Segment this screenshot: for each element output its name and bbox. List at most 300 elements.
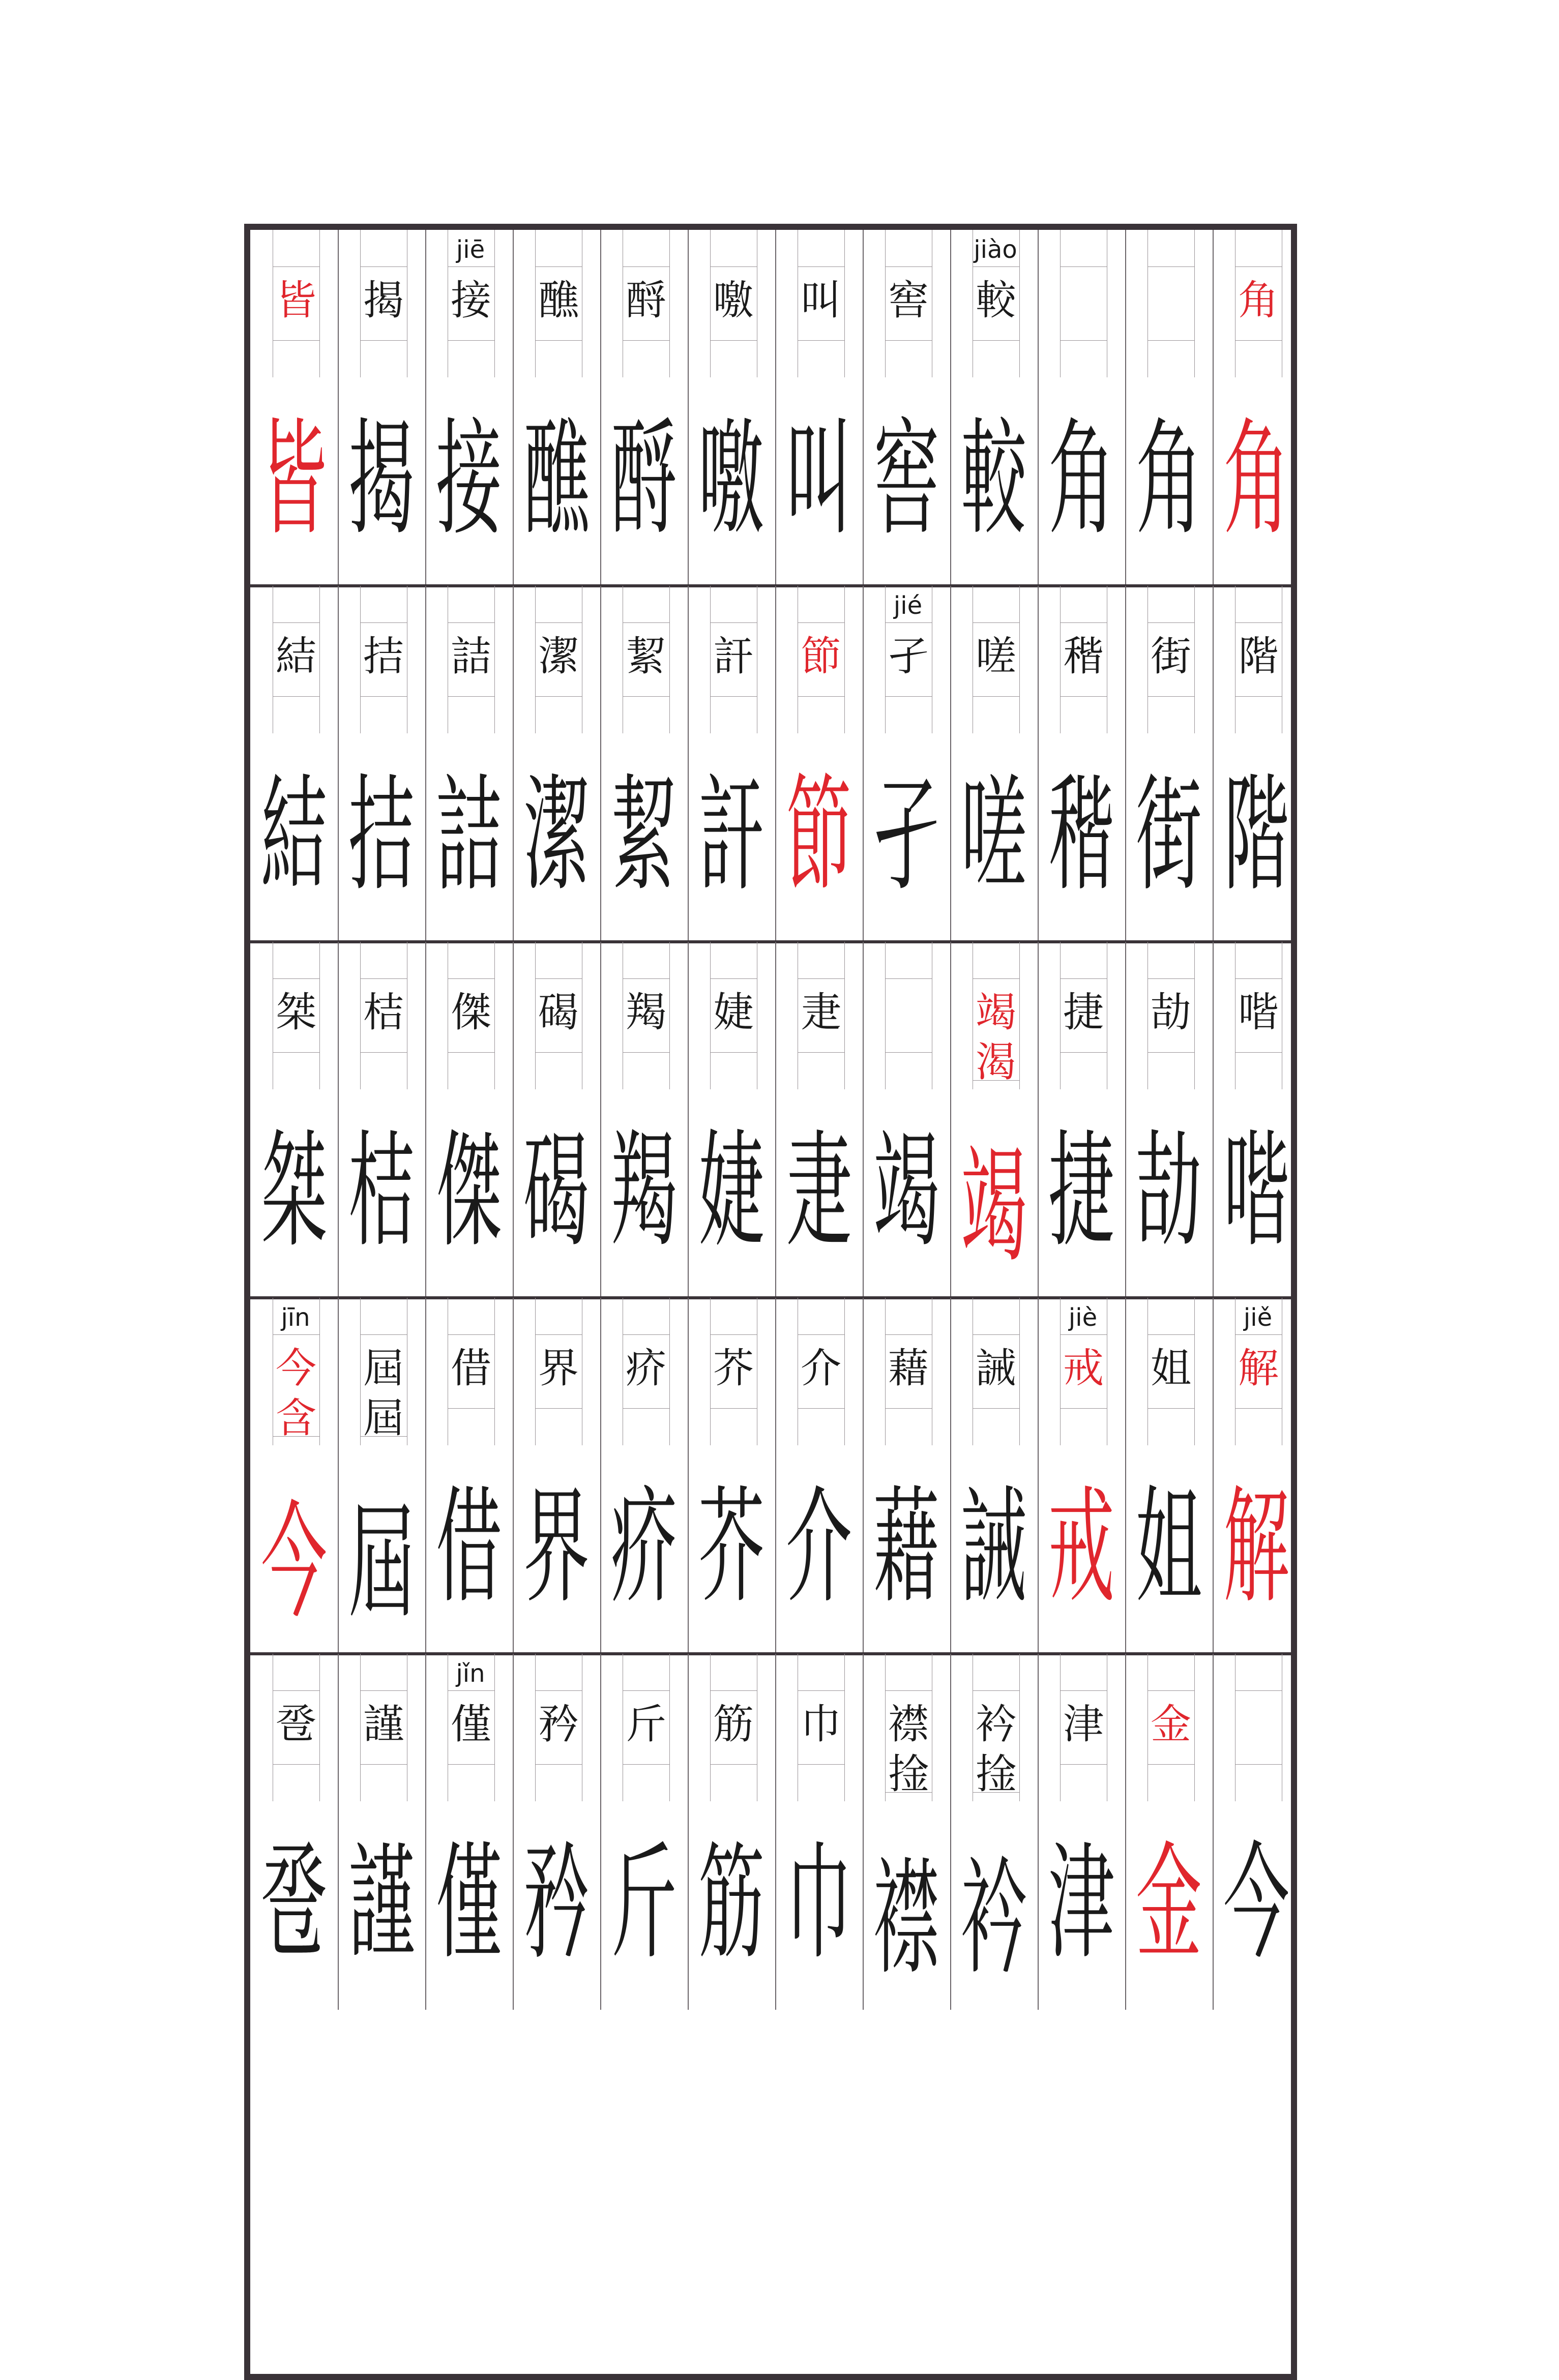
pinyin-label xyxy=(710,234,756,265)
seal-script-glyph xyxy=(950,1822,1038,2015)
seal-script-glyph xyxy=(338,738,425,932)
seal-script-glyph xyxy=(1125,1094,1213,1288)
seal-character: 竭 xyxy=(960,1133,1027,1280)
seal-script-glyph xyxy=(688,1450,775,1644)
seal-script-glyph xyxy=(425,738,513,932)
pinyin-label xyxy=(535,590,581,621)
modern-char-box xyxy=(1060,266,1107,341)
seal-character: 謹 xyxy=(348,1829,415,1977)
table-cell xyxy=(250,942,338,1298)
pinyin-label xyxy=(710,1302,756,1333)
table-cell xyxy=(863,942,950,1298)
seal-script-glyph xyxy=(950,382,1038,576)
table-cell xyxy=(863,1298,950,1654)
seal-character: 衿 xyxy=(960,1844,1027,1992)
seal-character: 卺 xyxy=(260,1829,327,1977)
table-cell xyxy=(1213,230,1300,586)
seal-script-glyph xyxy=(513,1450,600,1644)
modern-character: 節 xyxy=(801,633,841,680)
seal-script-glyph xyxy=(513,382,600,576)
modern-character: 碣 xyxy=(538,989,579,1036)
modern-character: 接 xyxy=(451,277,491,324)
modern-character: 訐 xyxy=(713,633,754,680)
table-cell xyxy=(250,586,338,942)
seal-script-glyph xyxy=(250,1806,338,2000)
table-cell xyxy=(338,1298,425,1654)
seal-character: 疌 xyxy=(785,1117,852,1265)
pinyin-label xyxy=(273,234,318,265)
seal-script-glyph xyxy=(1038,1094,1125,1288)
seal-script-glyph xyxy=(688,738,775,932)
modern-character: 劼 xyxy=(1151,989,1191,1036)
seal-character: 桔 xyxy=(348,1117,415,1265)
modern-character: 桀 xyxy=(276,989,316,1036)
seal-script-glyph xyxy=(863,1094,950,1288)
seal-script-glyph xyxy=(338,1094,425,1288)
table-cell xyxy=(688,230,775,586)
seal-character: 節 xyxy=(785,761,852,909)
table-cell xyxy=(950,1298,1038,1654)
seal-character: 角 xyxy=(1135,405,1202,553)
seal-character: 介 xyxy=(785,1473,852,1621)
seal-script-glyph xyxy=(775,738,863,932)
seal-script-glyph xyxy=(1213,1450,1300,1644)
seal-character: 潔 xyxy=(523,761,590,909)
pinyin-label xyxy=(535,1302,581,1333)
seal-character: 筋 xyxy=(698,1829,764,1977)
table-cell xyxy=(688,1298,775,1654)
modern-character: 襟 xyxy=(888,1701,929,1748)
pinyin-label xyxy=(623,590,668,621)
table-cell xyxy=(338,942,425,1298)
pinyin-label xyxy=(623,234,668,265)
seal-script-glyph xyxy=(688,382,775,576)
seal-character: 皆 xyxy=(260,405,327,553)
seal-script-glyph xyxy=(600,738,688,932)
modern-character: 結 xyxy=(276,633,316,680)
modern-char-box xyxy=(1148,266,1194,341)
seal-character: 揭 xyxy=(348,405,415,553)
seal-script-glyph xyxy=(600,1450,688,1644)
seal-script-glyph xyxy=(250,738,338,932)
modern-character: 誡 xyxy=(976,1345,1016,1392)
seal-script-glyph xyxy=(1125,382,1213,576)
modern-character: 噭 xyxy=(713,277,754,324)
table-cell xyxy=(1125,1654,1213,2010)
modern-character: 戒 xyxy=(1063,1345,1104,1392)
pinyin-label xyxy=(973,946,1018,977)
modern-character: 叫 xyxy=(801,277,841,324)
table-cell xyxy=(950,1654,1038,2010)
pinyin-label xyxy=(1148,234,1193,265)
pinyin-label xyxy=(798,946,843,977)
table-cell xyxy=(950,230,1038,586)
seal-character: 捷 xyxy=(1048,1117,1114,1265)
pinyin-label xyxy=(535,234,581,265)
seal-script-glyph xyxy=(600,1094,688,1288)
seal-character: 稭 xyxy=(1048,761,1114,909)
seal-script-glyph xyxy=(950,1450,1038,1644)
seal-script-glyph xyxy=(600,1806,688,2000)
seal-character: 醮 xyxy=(523,405,590,553)
modern-character: 酹 xyxy=(626,277,666,324)
modern-character: 喈 xyxy=(1238,989,1279,1036)
table-cell xyxy=(338,586,425,942)
pinyin-label xyxy=(1235,1658,1281,1689)
seal-script-glyph xyxy=(425,1094,513,1288)
pinyin-label xyxy=(885,234,931,265)
pinyin-label xyxy=(535,1658,581,1689)
modern-char-box xyxy=(1235,1690,1282,1765)
modern-character: 角 xyxy=(1238,277,1279,324)
seal-script-glyph xyxy=(250,1466,338,1659)
seal-script-glyph xyxy=(425,382,513,576)
table-cell xyxy=(688,942,775,1298)
pinyin-label xyxy=(1060,946,1106,977)
table-row xyxy=(250,1298,1291,1654)
table-cell xyxy=(600,942,688,1298)
seal-character: 今 xyxy=(260,1489,327,1636)
seal-character: 羯 xyxy=(610,1117,677,1265)
seal-script-glyph xyxy=(1125,1806,1213,2000)
table-cell xyxy=(600,1654,688,2010)
seal-script-glyph xyxy=(1213,382,1300,576)
pinyin-label xyxy=(1148,946,1193,977)
modern-char-box xyxy=(885,978,932,1053)
pinyin-label: jīn xyxy=(281,1303,310,1332)
modern-character: 巾 xyxy=(801,1701,841,1748)
table-cell xyxy=(513,1654,600,2010)
pinyin-label xyxy=(360,590,406,621)
seal-character: 喈 xyxy=(1223,1117,1289,1265)
modern-character: 較 xyxy=(976,277,1016,324)
seal-character: 金 xyxy=(1135,1829,1202,1977)
seal-character: 接 xyxy=(435,405,502,553)
seal-character: 僅 xyxy=(435,1829,502,1977)
seal-script-glyph xyxy=(775,382,863,576)
seal-script-glyph xyxy=(1213,1806,1300,2000)
pinyin-label xyxy=(360,234,406,265)
modern-character: 屆 xyxy=(363,1394,404,1442)
pinyin-label xyxy=(798,590,843,621)
seal-script-glyph xyxy=(1038,1806,1125,2000)
table-cell xyxy=(600,230,688,586)
pinyin-label: jiào xyxy=(974,235,1017,264)
table-cell xyxy=(688,1654,775,2010)
modern-character: 姐 xyxy=(1151,1345,1191,1392)
modern-character: 疌 xyxy=(801,989,841,1036)
pinyin-label xyxy=(1148,1658,1193,1689)
pinyin-label xyxy=(448,1302,493,1333)
seal-character: 噭 xyxy=(698,405,764,553)
seal-script-glyph xyxy=(1038,1450,1125,1644)
table-cell xyxy=(775,942,863,1298)
pinyin-label xyxy=(448,946,493,977)
seal-character: 界 xyxy=(523,1473,590,1621)
seal-script-glyph xyxy=(338,382,425,576)
seal-character: 姐 xyxy=(1135,1473,1202,1621)
pinyin-label xyxy=(798,234,843,265)
table-cell xyxy=(1125,586,1213,942)
pinyin-label: jiē xyxy=(456,235,485,264)
pinyin-label xyxy=(623,1658,668,1689)
seal-script-glyph xyxy=(1038,382,1125,576)
pinyin-label xyxy=(885,1302,931,1333)
modern-character: 捷 xyxy=(1063,989,1104,1036)
table-cell xyxy=(1213,586,1300,942)
seal-script-glyph xyxy=(688,1094,775,1288)
pinyin-label xyxy=(973,590,1018,621)
table-row xyxy=(250,230,1291,586)
seal-script-glyph xyxy=(775,1450,863,1644)
modern-character: 嗟 xyxy=(976,633,1016,680)
table-cell xyxy=(1213,942,1300,1298)
seal-script-glyph xyxy=(863,1450,950,1644)
modern-character: 謹 xyxy=(363,1701,404,1748)
seal-character: 階 xyxy=(1223,761,1289,909)
seal-script-glyph xyxy=(1213,738,1300,932)
seal-character: 劼 xyxy=(1135,1117,1202,1265)
seal-character: 詰 xyxy=(435,761,502,909)
seal-script-glyph xyxy=(250,1094,338,1288)
pinyin-label xyxy=(273,946,318,977)
modern-character: 孑 xyxy=(888,633,929,680)
table-cell xyxy=(863,230,950,586)
modern-character: 傑 xyxy=(451,989,491,1036)
modern-character: 竭 xyxy=(976,989,1016,1036)
table-cell xyxy=(1038,586,1125,942)
modern-character: 街 xyxy=(1151,633,1191,680)
pinyin-label xyxy=(1148,590,1193,621)
seal-character: 解 xyxy=(1223,1473,1289,1621)
pinyin-label: jiě xyxy=(1243,1303,1273,1332)
table-cell xyxy=(513,230,600,586)
table-row xyxy=(250,1654,1291,2010)
seal-script-glyph xyxy=(513,738,600,932)
modern-character: 詰 xyxy=(451,633,491,680)
seal-character: 襟 xyxy=(873,1844,939,1992)
seal-script-glyph xyxy=(600,382,688,576)
pinyin-label xyxy=(710,590,756,621)
table-cell xyxy=(1125,230,1213,586)
modern-character: 介 xyxy=(801,1345,841,1392)
seal-character: 角 xyxy=(1223,405,1289,553)
table-cell xyxy=(775,1654,863,2010)
modern-character: 筋 xyxy=(713,1701,754,1748)
seal-script-glyph xyxy=(425,1450,513,1644)
pinyin-label: jǐn xyxy=(456,1659,485,1688)
table-cell xyxy=(600,586,688,942)
modern-character: 潔 xyxy=(538,633,579,680)
seal-script-glyph xyxy=(775,1806,863,2000)
seal-character: 絜 xyxy=(610,761,677,909)
seal-script-glyph xyxy=(513,1094,600,1288)
pinyin-label xyxy=(710,1658,756,1689)
table-cell xyxy=(338,230,425,586)
seal-script-glyph xyxy=(1213,1094,1300,1288)
pinyin-label xyxy=(1235,234,1281,265)
seal-character: 屆 xyxy=(348,1489,415,1636)
table-cell xyxy=(1038,1654,1125,2010)
pinyin-label xyxy=(973,1302,1018,1333)
modern-character: 含 xyxy=(276,1394,316,1442)
table-cell xyxy=(1125,1298,1213,1654)
modern-character: 醮 xyxy=(538,277,579,324)
pinyin-label xyxy=(360,1658,406,1689)
seal-character: 孑 xyxy=(873,761,939,909)
seal-character: 矜 xyxy=(523,1829,590,1977)
modern-character: 今 xyxy=(276,1345,316,1392)
modern-character: 金 xyxy=(1151,1701,1191,1748)
seal-script-glyph xyxy=(1038,738,1125,932)
seal-character: 誡 xyxy=(960,1473,1027,1621)
modern-character: 絜 xyxy=(626,633,666,680)
seal-character: 借 xyxy=(435,1473,502,1621)
pinyin-label xyxy=(623,946,668,977)
seal-character: 傑 xyxy=(435,1117,502,1265)
modern-character: 借 xyxy=(451,1345,491,1392)
seal-character: 斤 xyxy=(610,1829,677,1977)
modern-character: 卺 xyxy=(276,1701,316,1748)
pinyin-label xyxy=(273,1658,318,1689)
table-cell xyxy=(250,230,338,586)
modern-character: 衿 xyxy=(976,1701,1016,1748)
seal-script-glyph xyxy=(1125,738,1213,932)
seal-script-glyph xyxy=(863,382,950,576)
pinyin-label xyxy=(885,1658,931,1689)
table-cell xyxy=(250,1654,338,2010)
modern-character: 桔 xyxy=(363,989,404,1036)
modern-character: 芥 xyxy=(713,1345,754,1392)
table-cell xyxy=(1038,1298,1125,1654)
seal-script-glyph xyxy=(863,1822,950,2015)
seal-character: 結 xyxy=(260,761,327,909)
table-row xyxy=(250,586,1291,942)
table-cell xyxy=(863,586,950,942)
modern-character: 僅 xyxy=(451,1701,491,1748)
table-cell xyxy=(338,1654,425,2010)
character-sheet xyxy=(244,224,1297,2380)
pinyin-label xyxy=(535,946,581,977)
pinyin-label xyxy=(1060,1658,1106,1689)
table-cell xyxy=(513,586,600,942)
seal-character: 碣 xyxy=(523,1117,590,1265)
table-cell xyxy=(425,586,513,942)
pinyin-label xyxy=(1235,946,1281,977)
modern-character: 斤 xyxy=(626,1701,666,1748)
seal-character: 津 xyxy=(1048,1829,1114,1977)
pinyin-label xyxy=(1060,234,1106,265)
pinyin-label xyxy=(710,946,756,977)
modern-character: 渴 xyxy=(976,1038,1016,1086)
table-cell xyxy=(950,942,1038,1298)
modern-character: 津 xyxy=(1063,1701,1104,1748)
seal-character: 角 xyxy=(1048,405,1114,553)
modern-character: 屆 xyxy=(363,1345,404,1392)
table-cell xyxy=(1213,1654,1300,2010)
seal-character: 疥 xyxy=(610,1473,677,1621)
seal-character: 訐 xyxy=(698,761,764,909)
seal-character: 較 xyxy=(960,405,1027,553)
table-cell xyxy=(425,1298,513,1654)
seal-character: 拮 xyxy=(348,761,415,909)
seal-character: 竭 xyxy=(873,1117,939,1265)
table-row xyxy=(250,942,1291,1298)
modern-character: 解 xyxy=(1238,1345,1279,1392)
seal-script-glyph xyxy=(863,738,950,932)
seal-script-glyph xyxy=(950,738,1038,932)
seal-character: 窖 xyxy=(873,405,939,553)
modern-character: 捦 xyxy=(888,1750,929,1798)
seal-script-glyph xyxy=(513,1806,600,2000)
modern-character: 階 xyxy=(1238,633,1279,680)
modern-character: 矜 xyxy=(538,1701,579,1748)
table-cell xyxy=(863,1654,950,2010)
pinyin-label xyxy=(360,946,406,977)
pinyin-label xyxy=(1148,1302,1193,1333)
pinyin-label xyxy=(885,946,931,977)
table-cell xyxy=(775,230,863,586)
table-cell xyxy=(1038,942,1125,1298)
seal-script-glyph xyxy=(688,1806,775,2000)
table-cell xyxy=(425,1654,513,2010)
modern-character: 窖 xyxy=(888,277,929,324)
seal-script-glyph xyxy=(775,1094,863,1288)
seal-character: 今 xyxy=(1223,1829,1289,1977)
guide-line xyxy=(1194,230,1195,377)
modern-character: 羯 xyxy=(626,989,666,1036)
pinyin-label: jiè xyxy=(1068,1303,1098,1332)
modern-character: 界 xyxy=(538,1345,579,1392)
table-cell xyxy=(775,1298,863,1654)
pinyin-label xyxy=(1235,590,1281,621)
seal-character: 嗟 xyxy=(960,761,1027,909)
seal-script-glyph xyxy=(1125,1450,1213,1644)
seal-character: 巾 xyxy=(785,1829,852,1977)
seal-character: 芥 xyxy=(698,1473,764,1621)
table-cell xyxy=(1038,230,1125,586)
seal-character: 街 xyxy=(1135,761,1202,909)
modern-character: 捦 xyxy=(976,1750,1016,1798)
seal-character: 藉 xyxy=(873,1473,939,1621)
table-cell xyxy=(425,942,513,1298)
pinyin-label xyxy=(1060,590,1106,621)
seal-script-glyph xyxy=(250,382,338,576)
table-cell xyxy=(775,586,863,942)
seal-character: 戒 xyxy=(1048,1473,1114,1621)
table-cell xyxy=(1213,1298,1300,1654)
table-cell xyxy=(513,1298,600,1654)
modern-character: 揭 xyxy=(363,277,404,324)
seal-character: 婕 xyxy=(698,1117,764,1265)
table-cell xyxy=(513,942,600,1298)
seal-script-glyph xyxy=(338,1466,425,1659)
modern-character: 拮 xyxy=(363,633,404,680)
pinyin-label xyxy=(448,590,493,621)
modern-character: 皆 xyxy=(276,277,316,324)
pinyin-label xyxy=(623,1302,668,1333)
pinyin-label xyxy=(798,1658,843,1689)
seal-character: 桀 xyxy=(260,1117,327,1265)
modern-character: 藉 xyxy=(888,1345,929,1392)
table-cell xyxy=(600,1298,688,1654)
seal-script-glyph xyxy=(425,1806,513,2000)
modern-character: 婕 xyxy=(713,989,754,1036)
pinyin-label xyxy=(360,1302,406,1333)
seal-character: 叫 xyxy=(785,405,852,553)
seal-character: 酹 xyxy=(610,405,677,553)
pinyin-label xyxy=(798,1302,843,1333)
